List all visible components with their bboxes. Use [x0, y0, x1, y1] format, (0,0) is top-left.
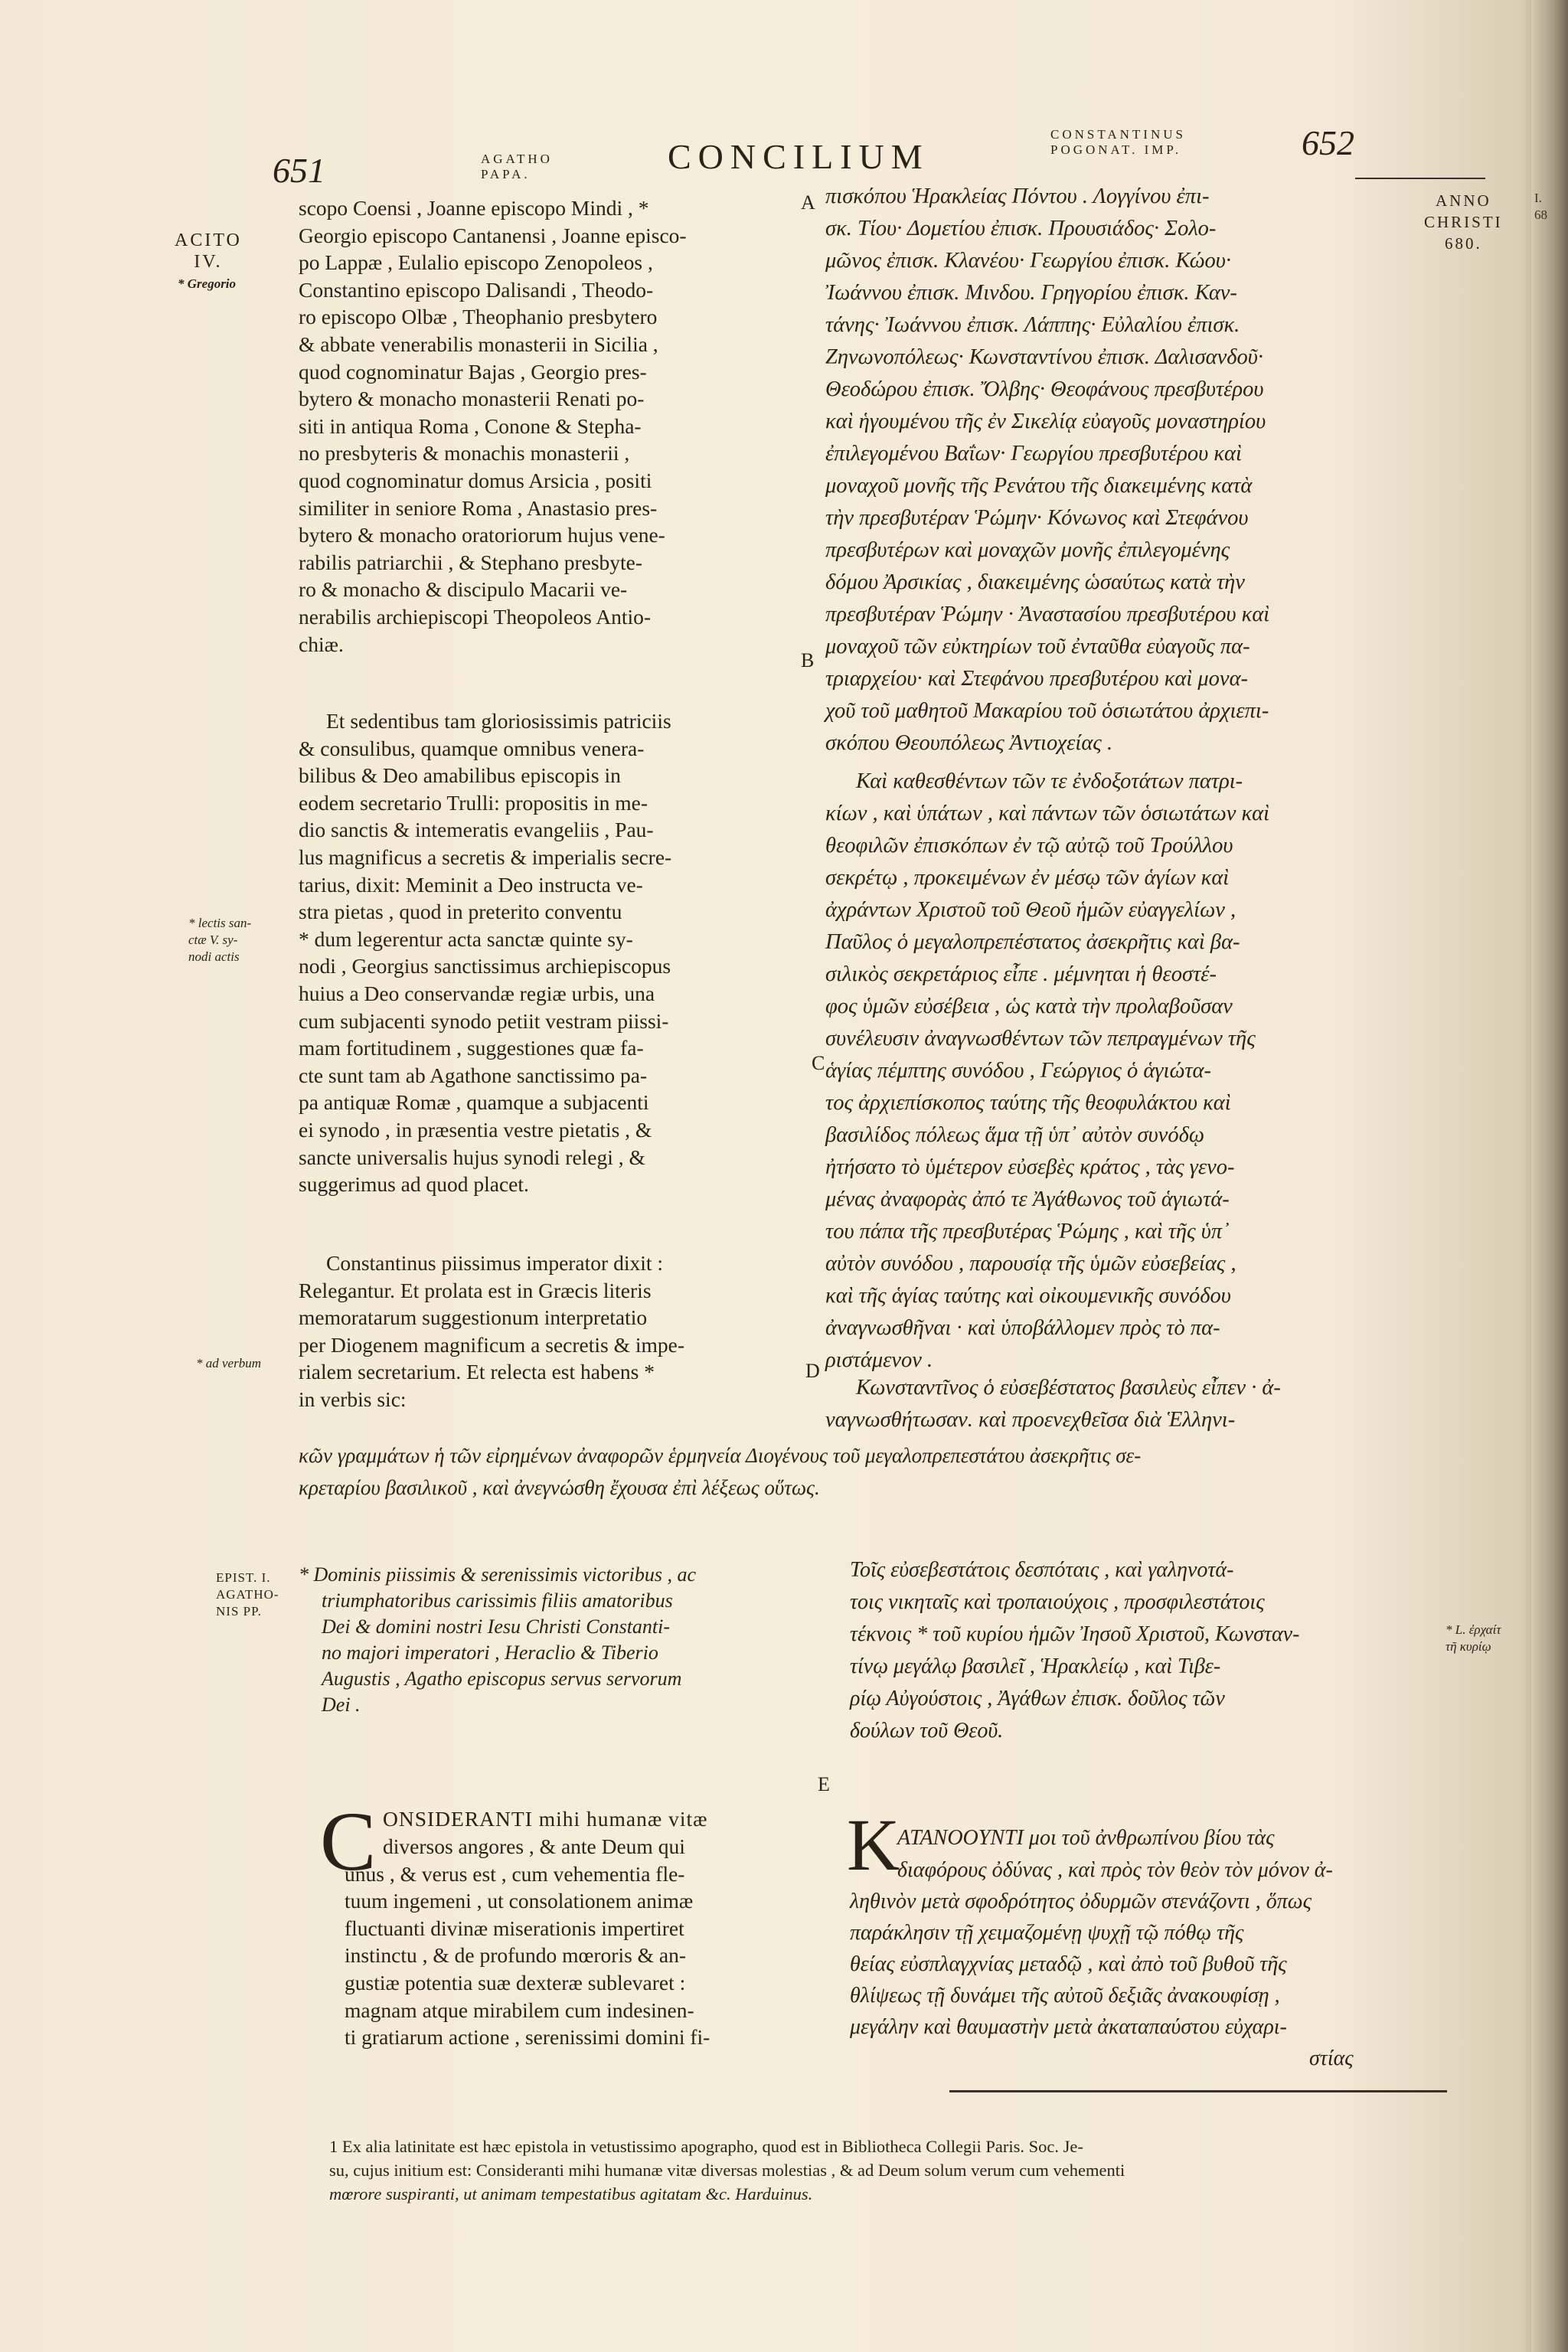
greek-block-2: Καὶ καθεσθέντων τῶν τε ἐνδοξοτάτων πατρι- κίων , καὶ ὑπάτων , καὶ πάντων τῶν ὁσιωτάτων καὶ θεοφιλῶν ἐπισκόπων ἐν τῷ αὐτῷ τοῦ Τρούλλου σεκρέτῳ , προκειμένων ἐν μέσῳ τῶν ἁγίων καὶ ἀχράντων Χριστοῦ τοῦ Θεοῦ ἡμῶν εὐαγγελίων , Παῦλος ὁ μεγαλοπρεπέστατος ἀσεκρῆτις καὶ βα- σιλικὸς σεκρετάριος εἶπε . μέμνηται ἡ θεοστέ- φος ὑμῶν εὐσέβεια , ὡς κατὰ τὴν προλαβοῦσαν συνέλευσιν ἀναγνωσθέντων τῶν πεπραγμένων τῆς ἁγίας πέμπτης συνόδου , Γεώργιος ὁ ἁγιώτα- τος ἀρχιεπίσκοπος ταύτης τῆς θεοφυλάκτου καὶ βασιλίδος πόλεως ἅμα τῇ ὑπ᾽ αὐτὸν συνόδῳ ἠτήσατο τὸ ὑμέτερον εὐσεβὲς κράτος , τὰς γενο- μένας ἀναφορὰς ἀπό τε Ἀγάθωνος τοῦ ἁγιωτά- του πάπα τῆς πρεσβυτέρας Ῥώμης , καὶ τῆς ὑπ᾽ αὐτὸν συνόδου , παρουσίᾳ τῆς ὑμῶν εὐσεβείας , καὶ τῆς ἁγίας ταύτης καὶ οἰκουμενικῆς συνόδου ἀναγνωσθῆναι · καὶ ὑποβάλλομεν πρὸς τὸ πα- ριστάμενον .	[825, 769, 1270, 1372]
latin-block-3: Constantinus piissimus imperator dixit : Relegantur. Et prolata est in Græcis literis memoratarum suggestionum interpretatio per Diogenem magnificum a secretis & impe- rialem secretarium. Et relecta est habens * in verbis sic:	[299, 1251, 684, 1411]
margin-gregorio: * Gregorio	[178, 276, 237, 291]
greek-full-width: κῶν γραμμάτων ἡ τῶν εἰρημένων ἀναφορῶν ἑρμηνεία Διογένους τοῦ μεγαλοπρεπεστάτου ἀσεκρῆτις σε- κρεταρίου βασιλικοῦ , καὶ ἀνεγνώσθη ἔχουσα ἐπὶ λέξεως οὕτως.	[299, 1444, 1142, 1499]
latin-drop-cap: C	[320, 1795, 377, 1888]
latin-considerant: diversos angores , & ante Deum qui unus , & verus est , cum vehementia fle- tuum ingemeni , ut consolationem animæ fluctuanti divinæ miserationis impertiret instinctu , & de profundo mœroris & an- gustiæ potentia suæ dexteræ sublevaret : magnam atque mirabilem cum indesinen- ti gratiarum actione , serenissimi domini fi-	[345, 1834, 710, 2050]
margin-note-lectis: * lectis san- ctæ V. sy- nodi actis	[188, 916, 252, 964]
margin-acito: ACITO IV.	[175, 230, 242, 272]
section-letter-d: D	[805, 1360, 820, 1382]
margin-ad-verbum: * ad verbum	[196, 1356, 261, 1370]
margin-epist: EPIST. I. AGATHO- NIS PP.	[216, 1570, 279, 1619]
footnote: 1 Ex alia latinitate est hæc epistola in vetustissimo apographo, quod est in Bibliotheca Collegii Paris. Soc. Je- su, cujus initium est: Consideranti mihi humanæ vitæ diversas molestias , & ad Deum solum verum cum vehementi mœrore suspiranti, ut animam tempestatibus agitatam &c. Harduinus.	[329, 2137, 1125, 2203]
edge-fragment: I.	[1534, 191, 1542, 205]
left-page-number: 651	[273, 151, 325, 190]
page-title: CONCILIUM	[668, 137, 929, 176]
section-letter-e: E	[818, 1773, 830, 1795]
right-page-number: 652	[1302, 123, 1354, 162]
greek-drop-cap: K	[847, 1804, 900, 1886]
latin-considerant-first-line: ONSIDERANTI mihi humanæ vitæ	[383, 1807, 708, 1831]
greek-katanoounti-first-line: ATANOOYNTI μοι τοῦ ἀνθρωπίνου βίου τὰς	[897, 1826, 1275, 1850]
section-letter-a: A	[801, 191, 815, 214]
margin-note-greek: * L. ἐρχαίτ τῆ κυρίῳ	[1446, 1622, 1501, 1654]
header-rule	[1355, 178, 1485, 179]
greek-block-3: Κωνσταντῖνος ὁ εὐσεβέστατος βασιλεὺς εἶπεν · ἀ- ναγνωσθήτωσαν. καὶ προενεχθεῖσα διὰ Ἑλληνι-	[825, 1376, 1281, 1432]
latin-block-2: Et sedentibus tam gloriosissimis patriciis & consulibus, quamque omnibus venera- bilibus & Deo amabilibus episcopis in eodem secretario Trulli: propositis in me- dio sanctis & intemeratis evangeliis , Pau- lus magnificus a secretis & imperialis secre- tarius, dixit: Meminit a Deo instructa ve- stra pietas , quod in preterito conventu * dum legerentur acta sanctæ quinte sy- nodi , Georgius sanctissimus archiepiscopus huius a Deo conservandæ regiæ urbis, una cum subjacenti synodo petiit vestram piissi- mam fortitudinem , suggestiones quæ fa- cte sunt tam ab Agathone sanctissimo pa- pa antiquæ Romæ , quamque a subjacenti ei synodo , in præsentia vestre pietatis , & sancte universalis hujus synodi relegi , & suggerimus ad quod placet.	[299, 709, 672, 1197]
edge-fragment: 68	[1534, 207, 1547, 222]
left-running-head: AGATHO PAPA.	[481, 152, 553, 181]
margin-anno: ANNO CHRISTI 680.	[1424, 191, 1503, 253]
right-running-head: CONSTANTINUS POGONAT. IMP.	[1050, 127, 1186, 157]
adjacent-page-edge	[1531, 0, 1568, 2352]
latin-epistle-salutation: * Dominis piissimis & serenissimis victoribus , ac triumphatoribus carissimis filiis amatoribus Dei & domini nostri Iesu Christi Constanti- no majori imperatori , Heraclio & Tiberio Augustis , Agatho episcopus servus servorum Dei .	[299, 1563, 697, 1716]
latin-block-1: scopo Coensi , Joanne episcopo Mindi , * Georgio episcopo Cantanensi , Joanne episco- po Lappæ , Eulalio episcopo Zenopoleos , Constantino episcopo Dalisandi , Theodo- ro episcopo Olbæ , Theophanio presbytero & abbate venerabilis monasterii in Sicilia , quod cognominatur Bajas , Georgio pres- bytero & monacho monasterii Renati po- siti in antiqua Roma , Conone & Stepha- no presbyteris & monachis monasterii , quod cognominatur domus Arsicia , positi similiter in seniore Roma , Anastasio pres- bytero & monacho oratoriorum hujus vene- rabilis patriarchii , & Stephano presbyte- ro & monacho & discipulo Macarii ve- nerabilis archiepiscopi Theopoleos Antio- chiæ.	[299, 196, 687, 656]
greek-katanoounti: διαφόρους ὀδύνας , καὶ πρὸς τὸν θεὸν τὸν μόνον ἀ- ληθινὸν μετὰ σφοδρότητος ὀδυρμῶν στενάζοντι , ὅπως παράκλησιν τῇ χειμαζομένῃ ψυχῇ τῷ πόθῳ τῆς θείας εὐσπλαγχνίας μεταδῷ , καὶ ἀπὸ τοῦ βυθοῦ τῆς θλίψεως τῇ δυνάμει τῆς αὐτοῦ δεξιᾶς ἀνακουφίσῃ , μεγάλην καὶ θαυμαστὴν μετὰ ἀκαταπαύστου εὐχαρι- στίας	[850, 1858, 1354, 2070]
greek-block-1: πισκόπου Ἡρακλείας Πόντου . Λογγίνου ἐπι- σκ. Τίου· Δομετίου ἐπισκ. Προυσιάδος· Σολο- μῶνος ἐπισκ. Κλανέου· Γεωργίου ἐπισκ. Κώου· Ἰωάννου ἐπισκ. Μινδου. Γρηγορίου ἐπισκ. Καν- τάνης· Ἰωάννου ἐπισκ. Λάππης· Εὐλαλίου ἐπισκ. Ζηνωνοπόλεως· Κωνσταντίνου ἐπισκ. Δαλισανδοῦ· Θεοδώρου ἐπισκ. Ὄλβης· Θεοφάνους πρεσβυτέρου καὶ ἡγουμένου τῆς ἐν Σικελίᾳ εὐαγοῦς μοναστηρίου ἐπιλεγομένου Βαΐων· Γεωργίου πρεσβυτέρου καὶ μοναχοῦ μονῆς τῆς Ρενάτου τῆς διακειμένης κατὰ τὴν πρεσβυτέραν Ῥώμην· Κόνωνος καὶ Στεφάνου πρεσβυτέρων καὶ μοναχῶν μονῆς ἐπιλεγομένης δόμου Ἀρσικίας , διακειμένης ὡσαύτως κατὰ τὴν πρεσβυτέραν Ῥώμην · Ἀναστασίου πρεσβυτέρου καὶ μοναχοῦ τῶν εὐκτηρίων τοῦ ἐνταῦθα εὐαγοῦς πα- τριαρχείου· καὶ Στεφάνου πρεσβυτέρου καὶ μονα- χοῦ τοῦ μαθητοῦ Μακαρίου τοῦ ὁσιωτάτου ἀρχιεπι- σκόπου Θεουπόλεως Ἀντιοχείας .	[825, 185, 1270, 755]
greek-epistle-salutation: Τοῖς εὐσεβεστάτοις δεσπόταις , καὶ γαληνοτά- τοις νικηταῖς καὶ τροπαιούχοις , προσφιλεστάτοις τέκνοις * τοῦ κυρίου ἡμῶν Ἰησοῦ Χριστοῦ, Κωνσταν- τίνῳ μεγάλῳ βασιλεῖ , Ἡρακλείῳ , καὶ Τιβε- ρίῳ Αὐγούστοις , Ἀγάθων ἐπισκ. δοῦλος τῶν δούλων τοῦ Θεοῦ.	[850, 1558, 1300, 1743]
section-letter-b: B	[801, 649, 815, 671]
section-letter-c: C	[812, 1052, 825, 1074]
footnote-rule	[949, 2090, 1447, 2092]
